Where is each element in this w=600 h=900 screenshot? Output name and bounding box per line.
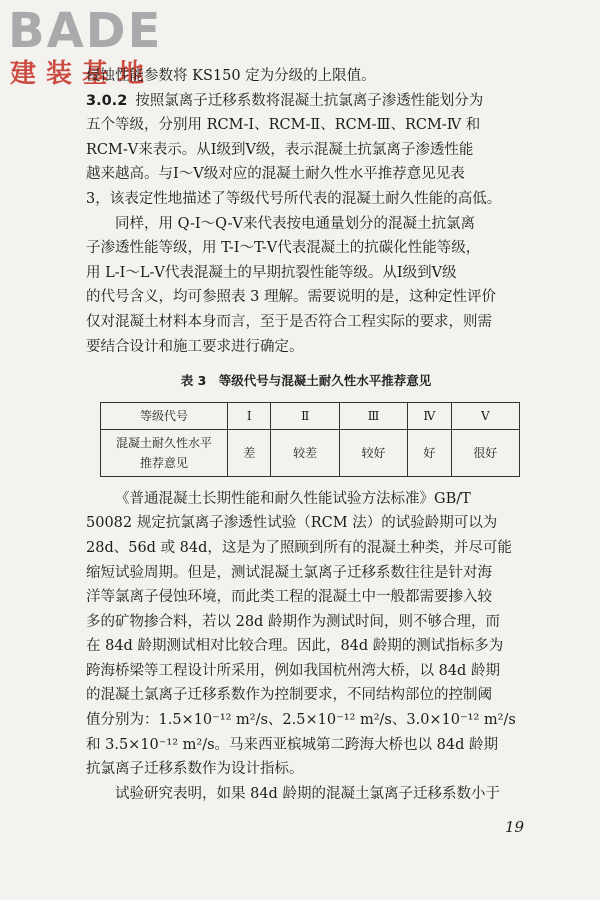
paragraph-research xyxy=(86,782,526,807)
table-header-row xyxy=(101,402,520,429)
paragraph-grade-codes xyxy=(86,212,526,360)
text-line: 子渗透性能等级，用 T-Ⅰ～T-Ⅴ代表混凝土的抗碳化性能等级， xyxy=(86,240,481,257)
text-line: 多的矿物掺合料，若以 28d 龄期作为测试时间，则不够合理，而 xyxy=(86,613,500,630)
table-header-cell: 等级代号 xyxy=(101,402,228,429)
row-label-line: 混凝土耐久性水平 xyxy=(115,435,212,450)
text-line: 值分别为：1.5×10⁻¹² m²/s、2.5×10⁻¹² m²/s、3.0×10⁻¹² m²/s xyxy=(86,712,516,729)
text-line: 越来越高。与Ⅰ～Ⅴ级对应的混凝土耐久性水平推荐意见见表 xyxy=(86,166,465,183)
grade-table xyxy=(100,402,520,477)
text-line: 在 84d 龄期测试相对比较合理。因此，84d 龄期的测试指标多为 xyxy=(86,638,504,655)
table-cell: 较差 xyxy=(271,429,339,476)
text-line: 28d、56d 或 84d，这是为了照顾到所有的混凝土种类，并尽可能 xyxy=(86,539,512,556)
text-line: 试验研究表明，如果 84d 龄期的混凝土氯离子迁移系数小于 xyxy=(115,785,500,802)
table-cell: 很好 xyxy=(451,429,519,476)
table-caption: 表 3 等级代号与混凝土耐久性水平推荐意见 xyxy=(180,373,432,389)
page-body xyxy=(86,64,526,806)
text-line: RCM-Ⅴ来表示。从Ⅰ级到Ⅴ级，表示混凝土抗氯离子渗透性能 xyxy=(86,141,474,158)
text-line: 同样，用 Q-Ⅰ～Q-Ⅴ来代表按电通量划分的混凝土抗氯离 xyxy=(115,215,475,232)
text-line: 的代号含义，均可参照表 3 理解。需要说明的是，这种定性评价 xyxy=(86,289,496,306)
table-row-label xyxy=(101,429,228,476)
text-line: 的混凝土氯离子迁移系数作为控制要求，不同结构部位的控制阈 xyxy=(86,687,492,704)
table-row xyxy=(101,429,520,476)
text-line: 五个等级，分别用 RCM-Ⅰ、RCM-Ⅱ、RCM-Ⅲ、RCM-Ⅳ 和 xyxy=(86,117,481,134)
prev-section-tail: 侵蚀性能参数将 KS150 定为分级的上限值。 xyxy=(86,68,376,84)
table-header-cell: Ⅴ xyxy=(451,402,519,429)
table-header-cell: Ⅲ xyxy=(339,402,407,429)
text-line: 跨海桥梁等工程设计所采用，例如我国杭州湾大桥，以 84d 龄期 xyxy=(86,662,500,679)
text-line: 和 3.5×10⁻¹² m²/s。马来西亚槟城第二跨海大桥也以 84d 龄期 xyxy=(86,736,498,753)
text-line: 仅对混凝土材料本身而言，至于是否符合工程实际的要求，则需 xyxy=(86,313,492,330)
row-label-line: 推荐意见 xyxy=(139,455,188,470)
text-line: 用 L-Ⅰ～L-Ⅴ代表混凝土的早期抗裂性能等级。从Ⅰ级到Ⅴ级 xyxy=(86,264,457,281)
table-header-cell: Ⅱ xyxy=(271,402,339,429)
text-line: 要结合设计和施工要求进行确定。 xyxy=(86,338,304,355)
text-line: 《普通混凝土长期性能和耐久性能试验方法标准》GB/T xyxy=(115,490,471,507)
table-cell: 较好 xyxy=(339,429,407,476)
logo-wordmark: BADE xyxy=(8,3,163,59)
text-line: 3，该表定性地描述了等级代号所代表的混凝土耐久性能的高低。 xyxy=(86,190,502,207)
table-header-cell: Ⅰ xyxy=(228,402,271,429)
text-line: 抗氯离子迁移系数作为设计指标。 xyxy=(86,761,304,778)
page-number: 19 xyxy=(505,818,525,836)
clause-3-0-2 xyxy=(86,89,526,212)
text-line: 缩短试验周期。但是，测试混凝土氯离子迁移系数往往是针对海 xyxy=(86,564,492,581)
clause-number: 3.0.2 xyxy=(86,92,128,109)
logo-subtitle: 建装基地 xyxy=(10,59,155,89)
paragraph-rcm-test-age xyxy=(86,487,526,782)
text-line: 50082 规定抗氯离子渗透性试验（RCM 法）的试验龄期可以为 xyxy=(86,515,498,532)
table-header-cell: Ⅳ xyxy=(408,402,451,429)
text-line: 洋等氯离子侵蚀环境，而此类工程的混凝土中一般都需要掺入较 xyxy=(86,589,492,606)
table-cell: 好 xyxy=(408,429,451,476)
text-line: 按照氯离子迁移系数将混凝土抗氯离子渗透性能划分为 xyxy=(135,92,484,109)
table-cell: 差 xyxy=(228,429,271,476)
